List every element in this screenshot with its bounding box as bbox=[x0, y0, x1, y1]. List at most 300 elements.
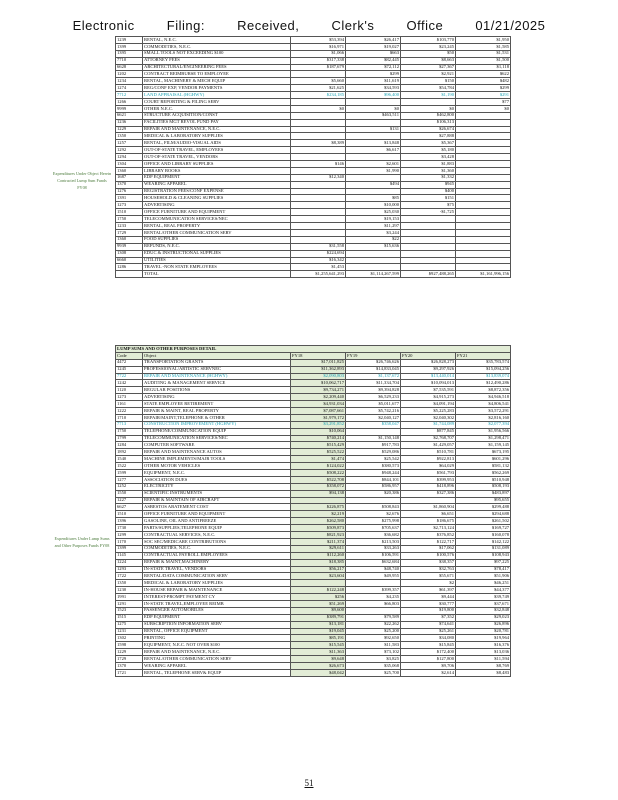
cell-obj: REPAIR & MAINTAIN OF AIRCRAFT bbox=[143, 497, 291, 504]
cell-code: 1729 bbox=[116, 656, 143, 663]
table-row bbox=[116, 387, 511, 394]
table-row bbox=[116, 414, 511, 421]
cell-d: $11,594 bbox=[456, 656, 511, 663]
cell-b: $1,990 bbox=[346, 167, 401, 174]
cell-a: $56,217 bbox=[291, 566, 346, 573]
cell-b: $5,011,677 bbox=[346, 401, 401, 408]
table-row bbox=[116, 573, 511, 580]
table-row bbox=[116, 92, 511, 99]
cell-b: $529,086 bbox=[346, 449, 401, 456]
cell-obj: REGULAR POSITIONS bbox=[143, 387, 291, 394]
cell-a: $522,708 bbox=[291, 476, 346, 483]
cell-b bbox=[346, 428, 401, 435]
table-row bbox=[116, 257, 511, 264]
table-row bbox=[116, 511, 511, 518]
cell-d: $1,159,145 bbox=[456, 442, 511, 449]
cell-code: 1292 bbox=[116, 147, 143, 154]
cell-code: 1145 bbox=[116, 552, 143, 559]
cell-a: $317,338 bbox=[291, 57, 346, 64]
cell-code: 1599 bbox=[116, 470, 143, 477]
cell-a: $26,673 bbox=[291, 662, 346, 669]
cell-a bbox=[291, 209, 346, 216]
cell-d bbox=[456, 167, 511, 174]
cell-code: 1540 bbox=[116, 456, 143, 463]
table-row bbox=[116, 373, 511, 380]
cell-code: 1294 bbox=[116, 154, 143, 161]
table-row bbox=[116, 470, 511, 477]
cell-b: $48,740 bbox=[346, 566, 401, 573]
cell-code: 6621 bbox=[116, 112, 143, 119]
cell-b: $844,101 bbox=[346, 476, 401, 483]
cell-b bbox=[346, 154, 401, 161]
cell-c: $54,784 bbox=[401, 85, 456, 92]
cell-obj: TRAVEL -NON STATE EMPLOYEES bbox=[143, 264, 291, 271]
cell-b: $948,244 bbox=[346, 470, 401, 477]
cell-d bbox=[456, 154, 511, 161]
cell-code: 1550 bbox=[116, 490, 143, 497]
cell-obj: COMMODITIES, N.E.C. bbox=[143, 545, 291, 552]
cell-b: $25,700 bbox=[346, 669, 401, 676]
cell-code: 1360 bbox=[116, 167, 143, 174]
side-note-first: Expenditures Under Object Herein Contracted Lump Sum Funds FY08 bbox=[52, 171, 112, 190]
cell-code: 1273 bbox=[116, 202, 143, 209]
cell-obj: EDP EQUIPMENT bbox=[143, 174, 291, 181]
table-row bbox=[116, 580, 511, 587]
cell-obj: ELECTRICITY bbox=[143, 483, 291, 490]
cell-code: 7713 bbox=[116, 421, 143, 428]
table-row bbox=[116, 587, 511, 594]
cell-code: 1286 bbox=[116, 264, 143, 271]
cell-a bbox=[291, 119, 346, 126]
table-row bbox=[116, 600, 511, 607]
cell-c: $5,225,283 bbox=[401, 408, 456, 415]
cell-c: $1,744,089 bbox=[401, 421, 456, 428]
header-word: Filing: bbox=[166, 18, 205, 33]
table-row bbox=[116, 628, 511, 635]
cell-obj: SMALL TOOLS NOT EXCEEDING $100 bbox=[143, 50, 291, 57]
cell-d: $97,225 bbox=[456, 559, 511, 566]
cell-a: $256 bbox=[291, 594, 346, 601]
cell-a: $48,042 bbox=[291, 669, 346, 676]
cell-obj: INTEREST-PROMPT PAYMENT CY bbox=[143, 594, 291, 601]
cell-b: $299 bbox=[346, 71, 401, 78]
cell-a: $9,648 bbox=[291, 656, 346, 663]
table-row bbox=[116, 229, 511, 236]
cell-obj: RENTAL/OTHER COMMUNICATION SERV bbox=[143, 656, 291, 663]
cell-c bbox=[401, 264, 456, 271]
cell-obj: FOOD SUPPLIES bbox=[143, 236, 291, 243]
cell-a: $821,923 bbox=[291, 532, 346, 539]
cell-d bbox=[456, 236, 511, 243]
header-fy21: FY21 bbox=[456, 352, 511, 359]
cell-c: $75 bbox=[401, 202, 456, 209]
cell-d: $601,296 bbox=[456, 456, 511, 463]
cell-a: $112,260 bbox=[291, 552, 346, 559]
cell-d: $160,078 bbox=[456, 532, 511, 539]
header-fy18: FY18 bbox=[291, 352, 346, 359]
total-a: $1,255,641,293 bbox=[291, 271, 346, 278]
cell-c: $26,828,273 bbox=[401, 359, 456, 366]
cell-b: $34,593 bbox=[346, 85, 401, 92]
table-row bbox=[116, 642, 511, 649]
table-row bbox=[116, 264, 511, 271]
cell-code: 1370 bbox=[116, 662, 143, 669]
cell-a: $85,191 bbox=[291, 635, 346, 642]
cell-d: $508,193 bbox=[456, 483, 511, 490]
cell-b: $25,542 bbox=[346, 456, 401, 463]
cell-d bbox=[456, 147, 511, 154]
cell-obj: SCIENTIFIC INSTRUMENTS bbox=[143, 490, 291, 497]
cell-a: $262,580 bbox=[291, 518, 346, 525]
table-row bbox=[116, 607, 511, 614]
cell-d bbox=[456, 243, 511, 250]
table-row bbox=[116, 236, 511, 243]
cell-obj: MEDICAL & LABORATORY SUPPLIES bbox=[143, 133, 291, 140]
cell-obj: RENTAL, N.E.C. bbox=[143, 37, 291, 44]
cell-d: $13,036 bbox=[456, 649, 511, 656]
cell-code: 1274 bbox=[116, 85, 143, 92]
table-row bbox=[116, 250, 511, 257]
cell-c: $3,428 bbox=[401, 154, 456, 161]
cell-b: $26,746,626 bbox=[346, 359, 401, 366]
cell-a: $19,045 bbox=[291, 628, 346, 635]
table-row bbox=[116, 140, 511, 147]
filing-header bbox=[0, 18, 618, 33]
cell-code: 1687 bbox=[116, 174, 143, 181]
cell-d: $0 bbox=[456, 105, 511, 112]
cell-b: $275,998 bbox=[346, 518, 401, 525]
side-note-second: Expenditures Under Lump Sums and Other Purposes Funds FY08 bbox=[54, 536, 110, 548]
cell-d: $12,490,286 bbox=[456, 380, 511, 387]
cell-c bbox=[401, 497, 456, 504]
cell-c: $186,675 bbox=[401, 518, 456, 525]
table-row bbox=[116, 43, 511, 50]
cell-code: 1273 bbox=[116, 394, 143, 401]
cell-obj: TELECOMMUNICATION SERVICES/NEC bbox=[143, 435, 291, 442]
cell-c bbox=[401, 99, 456, 106]
cell-d bbox=[456, 188, 511, 195]
table-row bbox=[116, 167, 511, 174]
cell-d bbox=[456, 264, 511, 271]
cell-code: 9999 bbox=[116, 105, 143, 112]
cell-code: 7722 bbox=[116, 373, 143, 380]
cell-b: $106,591 bbox=[346, 552, 401, 559]
cell-b: $96,400 bbox=[346, 92, 401, 99]
cell-obj: RENTAL, MACHINERY & MECH EQUIP bbox=[143, 78, 291, 85]
cell-obj: MEDICAL & LABORATORY SUPPLIES bbox=[143, 580, 291, 587]
cell-code: 1395 bbox=[116, 50, 143, 57]
cell-code: 1257 bbox=[116, 140, 143, 147]
cell-a bbox=[291, 497, 346, 504]
cell-a: $211,374 bbox=[291, 538, 346, 545]
cell-obj: REPAIR AND MAINTENANCE, N.E.C. bbox=[143, 649, 291, 656]
table-row bbox=[116, 188, 511, 195]
cell-c bbox=[401, 257, 456, 264]
header-word: Clerk's bbox=[331, 18, 375, 33]
cell-b: $35,068 bbox=[346, 662, 401, 669]
cell-c: $1,429,057 bbox=[401, 442, 456, 449]
cell-d: $35,783,574 bbox=[456, 359, 511, 366]
cell-a bbox=[291, 181, 346, 188]
table-row bbox=[116, 64, 511, 71]
cell-obj: REPAIR & MAINT,MACHINERY bbox=[143, 559, 291, 566]
cell-code: 1399 bbox=[116, 545, 143, 552]
cell-a: $224,694 bbox=[291, 250, 346, 257]
cell-c: $6,651 bbox=[401, 511, 456, 518]
cell-b: $19,027 bbox=[346, 43, 401, 50]
cell-b: $508,843 bbox=[346, 504, 401, 511]
cell-obj: GASOLINE, OIL AND ANTIFREEZE bbox=[143, 518, 291, 525]
cell-b: $11,583 bbox=[346, 642, 401, 649]
cell-a: $16,971 bbox=[291, 43, 346, 50]
cell-b: $380,573 bbox=[346, 463, 401, 470]
cell-a: $1,066 bbox=[291, 50, 346, 57]
cell-code: 1523 bbox=[116, 607, 143, 614]
table-row bbox=[116, 105, 511, 112]
table-row bbox=[116, 50, 511, 57]
cell-c: $945 bbox=[401, 181, 456, 188]
cell-b: $131 bbox=[346, 126, 401, 133]
cell-d: $16,376 bbox=[456, 642, 511, 649]
cell-b: $72,112 bbox=[346, 64, 401, 71]
cell-code: 1391 bbox=[116, 195, 143, 202]
cell-a: $13,181 bbox=[291, 621, 346, 628]
cell-d: $261,502 bbox=[456, 518, 511, 525]
cell-code: 1308 bbox=[116, 250, 143, 257]
cell-d: $673,195 bbox=[456, 449, 511, 456]
cell-d: $291 bbox=[456, 92, 511, 99]
cell-obj: PASSENGER AUTOMOBILES bbox=[143, 607, 291, 614]
cell-code: 1302 bbox=[116, 635, 143, 642]
cell-obj: ADVERTISING bbox=[143, 394, 291, 401]
cell-c: $151 bbox=[401, 195, 456, 202]
cell-obj: RENTAL, REAL PROPERTY bbox=[143, 223, 291, 230]
cell-d: $622 bbox=[456, 71, 511, 78]
total-label: TOTAL bbox=[143, 271, 291, 278]
cell-a: $1,474 bbox=[291, 456, 346, 463]
cell-d bbox=[456, 250, 511, 257]
cell-a: $1,979,172 bbox=[291, 414, 346, 421]
cell-code: 1202 bbox=[116, 71, 143, 78]
cell-a: $508,222 bbox=[291, 470, 346, 477]
cell-d bbox=[456, 112, 511, 119]
cell-a: $18,385 bbox=[291, 559, 346, 566]
cell-a bbox=[291, 580, 346, 587]
cell-c: $2,040,302 bbox=[401, 414, 456, 421]
cell-code: 1242 bbox=[116, 380, 143, 387]
table-row bbox=[116, 147, 511, 154]
table-row bbox=[116, 401, 511, 408]
table-row bbox=[116, 78, 511, 85]
cell-code: 1275 bbox=[116, 621, 143, 628]
table-row bbox=[116, 559, 511, 566]
cell-code: 1239 bbox=[116, 37, 143, 44]
cell-code: 6660 bbox=[116, 257, 143, 264]
cell-code: 1222 bbox=[116, 408, 143, 415]
cell-obj: OFFICE FURNITURE AND EQUIPMENT bbox=[143, 511, 291, 518]
table-row bbox=[116, 497, 511, 504]
cell-d: $483,897 bbox=[456, 490, 511, 497]
page-number: 51 bbox=[304, 778, 314, 788]
cell-obj: OFFICE FURNITURE AND EQUIPMENT bbox=[143, 209, 291, 216]
cell-d bbox=[456, 181, 511, 188]
total-b: $1,114,267,599 bbox=[346, 271, 401, 278]
cell-b bbox=[346, 607, 401, 614]
cell-code: 1284 bbox=[116, 442, 143, 449]
cell-obj: STRUCTURE ACQUISITION/CONST bbox=[143, 112, 291, 119]
cell-d bbox=[456, 174, 511, 181]
cell-a bbox=[291, 147, 346, 154]
table-row bbox=[116, 594, 511, 601]
cell-d: $95,655 bbox=[456, 497, 511, 504]
expenditure-table-main bbox=[115, 36, 511, 278]
cell-d: $44,377 bbox=[456, 587, 511, 594]
table-row bbox=[116, 518, 511, 525]
cell-code: 1750 bbox=[116, 216, 143, 223]
cell-a: $389,791 bbox=[291, 614, 346, 621]
cell-obj: IN-STATE TRAVEL,EMPLOYEE REIMB bbox=[143, 600, 291, 607]
cell-obj: SOC SEC/MEDICARE CONTRIBUTIONS bbox=[143, 538, 291, 545]
cell-b: $49,955 bbox=[346, 573, 401, 580]
cell-code: 1227 bbox=[116, 497, 143, 504]
table-title: LUMP SUMS AND OTHER PURPOSES DETAIL bbox=[116, 346, 511, 353]
cell-b: $3,244 bbox=[346, 229, 401, 236]
cell-a bbox=[291, 71, 346, 78]
table-row bbox=[116, 174, 511, 181]
table-row bbox=[116, 380, 511, 387]
cell-a bbox=[291, 195, 346, 202]
cell-d: $581,132 bbox=[456, 463, 511, 470]
cell-b: $6,617 bbox=[346, 147, 401, 154]
header-word: Electronic bbox=[72, 18, 135, 33]
table-row bbox=[116, 635, 511, 642]
table-row bbox=[116, 476, 511, 483]
cell-a: $16,342 bbox=[291, 257, 346, 264]
cell-obj: TELEPHONE/COMMUNICATION EQUIP bbox=[143, 428, 291, 435]
cell-code: 1245 bbox=[116, 366, 143, 373]
cell-c: $8,663 bbox=[401, 57, 456, 64]
cell-d: $8,769 bbox=[456, 662, 511, 669]
cell-d: $20,781 bbox=[456, 628, 511, 635]
cell-c: $150 bbox=[401, 78, 456, 85]
cell-d: $51,906 bbox=[456, 573, 511, 580]
cell-b: $917,783 bbox=[346, 442, 401, 449]
cell-c: $462,800 bbox=[401, 112, 456, 119]
cell-obj: ATTORNEY FEES bbox=[143, 57, 291, 64]
cell-d bbox=[456, 216, 511, 223]
cell-c bbox=[401, 229, 456, 236]
cell-c: $400 bbox=[401, 188, 456, 195]
cell-d: $32,848 bbox=[456, 607, 511, 614]
cell-d: $2,816,160 bbox=[456, 414, 511, 421]
cell-d bbox=[456, 119, 511, 126]
cell-d: $13,839,074 bbox=[456, 373, 511, 380]
cell-code: 9939 bbox=[116, 243, 143, 250]
cell-b: $632,684 bbox=[346, 559, 401, 566]
cell-b: $399,357 bbox=[346, 587, 401, 594]
table-header-row bbox=[116, 352, 511, 359]
cell-b: $19,153 bbox=[346, 216, 401, 223]
cell-code: 1161 bbox=[116, 401, 143, 408]
cell-b: $10,000 bbox=[346, 202, 401, 209]
cell-d: $131,089 bbox=[456, 545, 511, 552]
cell-b: $9,394,828 bbox=[346, 387, 401, 394]
cell-b: $15,636 bbox=[346, 243, 401, 250]
cell-obj: SUBSCRIPTION INFORMATION SERV bbox=[143, 621, 291, 628]
cell-a bbox=[291, 154, 346, 161]
cell-c: $172,400 bbox=[401, 649, 456, 656]
cell-obj: CONTRACTUAL SERVICES, N.E.C. bbox=[143, 532, 291, 539]
cell-b bbox=[346, 250, 401, 257]
cell-a: $509,873 bbox=[291, 525, 346, 532]
cell-a bbox=[291, 229, 346, 236]
cell-b: $213,503 bbox=[346, 538, 401, 545]
cell-obj: CONTRACT REIMBURSE TO EMPLOYEE bbox=[143, 71, 291, 78]
table-row bbox=[116, 57, 511, 64]
cell-b: $586,957 bbox=[346, 483, 401, 490]
cell-code: 1266 bbox=[116, 99, 143, 106]
cell-c: $55,671 bbox=[401, 573, 456, 580]
cell-c: $1,860,904 bbox=[401, 504, 456, 511]
cell-b bbox=[346, 580, 401, 587]
cell-b: $3,825 bbox=[346, 656, 401, 663]
cell-c: $399,953 bbox=[401, 476, 456, 483]
cell-b: $66,803 bbox=[346, 600, 401, 607]
table-row bbox=[116, 532, 511, 539]
cell-d: $299 bbox=[456, 85, 511, 92]
total-d: $1,161,996,156 bbox=[456, 271, 511, 278]
cell-obj: ASSOCIATION DUES bbox=[143, 476, 291, 483]
cell-obj: EDUC & INSTRUCTIONAL SUPPLIES bbox=[143, 250, 291, 257]
table-row bbox=[116, 112, 511, 119]
cell-c: $1,883 bbox=[401, 161, 456, 168]
cell-a: $2,090,803 bbox=[291, 373, 346, 380]
cell-code: 1230 bbox=[116, 587, 143, 594]
cell-b: $2,676 bbox=[346, 511, 401, 518]
cell-b: $2,601 bbox=[346, 161, 401, 168]
cell-obj: WEARING APPAREL bbox=[143, 181, 291, 188]
cell-obj: REPAIR & MAINT, REAL PROPERTY bbox=[143, 408, 291, 415]
cell-a: $4,931,034 bbox=[291, 401, 346, 408]
table-row bbox=[116, 181, 511, 188]
header-object: Object bbox=[143, 352, 291, 359]
table-row bbox=[116, 614, 511, 621]
cell-code: 1304 bbox=[116, 161, 143, 168]
table-row bbox=[116, 490, 511, 497]
table-row bbox=[116, 195, 511, 202]
cell-obj: TRANSPORTATION GRANTS bbox=[143, 359, 291, 366]
cell-d bbox=[456, 126, 511, 133]
cell-b: $25,200 bbox=[346, 628, 401, 635]
cell-c: $32,763 bbox=[401, 566, 456, 573]
cell-obj: EQUIPMENT, N.E.C. NOT OVER $100 bbox=[143, 642, 291, 649]
cell-b: $22 bbox=[346, 236, 401, 243]
cell-a: $124,022 bbox=[291, 463, 346, 470]
cell-code: 1750 bbox=[116, 428, 143, 435]
cell-b: $1,137,672 bbox=[346, 373, 401, 380]
cell-c: $1,190 bbox=[401, 92, 456, 99]
cell-obj: OUT-OF-STATE TRAVEL, VENDORS bbox=[143, 154, 291, 161]
cell-c: $25,261 bbox=[401, 628, 456, 635]
cell-a: $122,248 bbox=[291, 587, 346, 594]
table-row bbox=[116, 545, 511, 552]
cell-a bbox=[291, 188, 346, 195]
cell-obj: OTHER MOTOR VEHICLES bbox=[143, 463, 291, 470]
cell-a bbox=[291, 133, 346, 140]
cell-code: 1277 bbox=[116, 476, 143, 483]
cell-code: 1120 bbox=[116, 387, 143, 394]
cell-a bbox=[291, 223, 346, 230]
